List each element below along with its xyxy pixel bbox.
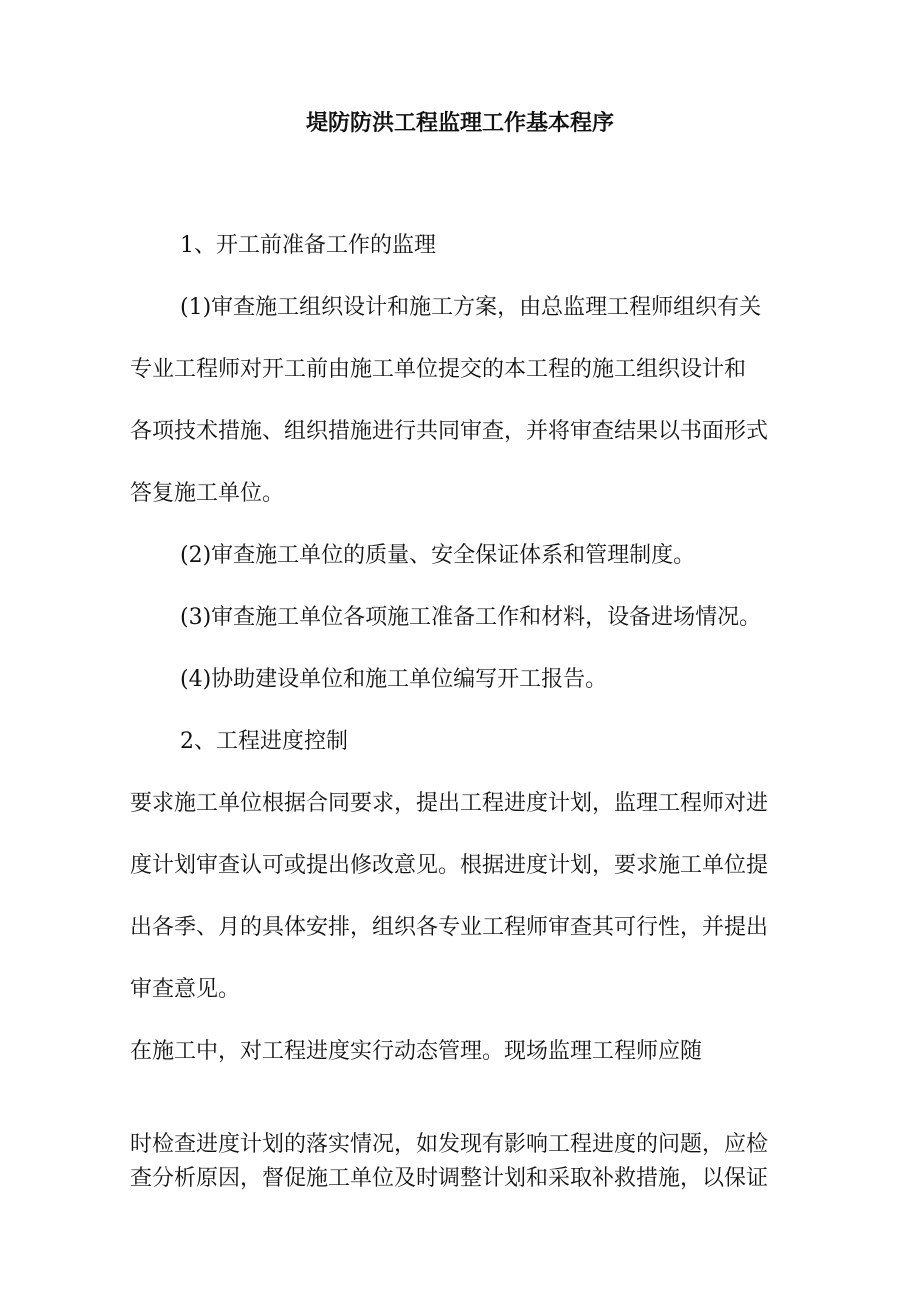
item1-line-1: (1)审查施工组织设计和施工方案，由总监理工程师组织有关 [180, 295, 762, 320]
progress-paragraph-1 [130, 773, 800, 1021]
item2-text: (2)审查施工单位的质量、安全保证体系和管理制度。 [180, 543, 696, 568]
item4-paragraph [180, 649, 820, 711]
progress-paragraph-2 [130, 1021, 800, 1083]
section2-heading-text: 2、工程进度控制 [180, 729, 348, 754]
item3-text: (3)审查施工单位各项施工准备工作和材料，设备进场情况。 [180, 605, 762, 630]
para1-line-3: 出各季、月的具体安排，组织各专业工程师审查其可行性，并提出 [130, 915, 769, 940]
para1-line-4: 审查意见。 [130, 977, 241, 1002]
item3-paragraph [180, 587, 840, 649]
progress-paragraph-3 [130, 1128, 800, 1196]
item1-line-3: 各项技术措施、组织措施进行共同审查，并将审查结果以书面形式 [130, 419, 769, 444]
item1-line-4: 答复施工单位。 [130, 481, 285, 506]
para1-line-2: 度计划审查认可或提出修改意见。根据进度计划，要求施工单位提 [130, 853, 769, 878]
section2-heading [180, 711, 820, 773]
document-title: 堤防防洪工程监理工作基本程序 [305, 111, 614, 136]
para3-line-2: 查分析原因，督促施工单位及时调整计划和采取补救措施，以保证 [130, 1166, 769, 1191]
item1-line-2: 专业工程师对开工前由施工单位提交的本工程的施工组织设计和 [130, 357, 747, 382]
section1-heading-text: 1、开工前准备工作的监理 [180, 233, 436, 258]
item4-text: (4)协助建设单位和施工单位编写开工报告。 [180, 667, 608, 692]
para1-line-1: 要求施工单位根据合同要求，提出工程进度计划，监理工程师对进 [130, 791, 769, 816]
para3-line-1: 时检查进度计划的落实情况，如发现有影响工程进度的问题，应检 [130, 1132, 769, 1157]
para2-text: 在施工中，对工程进度实行动态管理。现场监理工程师应随 [130, 1039, 703, 1064]
section1-heading [180, 215, 820, 277]
item1-paragraph [130, 277, 810, 525]
item2-paragraph [180, 525, 820, 587]
